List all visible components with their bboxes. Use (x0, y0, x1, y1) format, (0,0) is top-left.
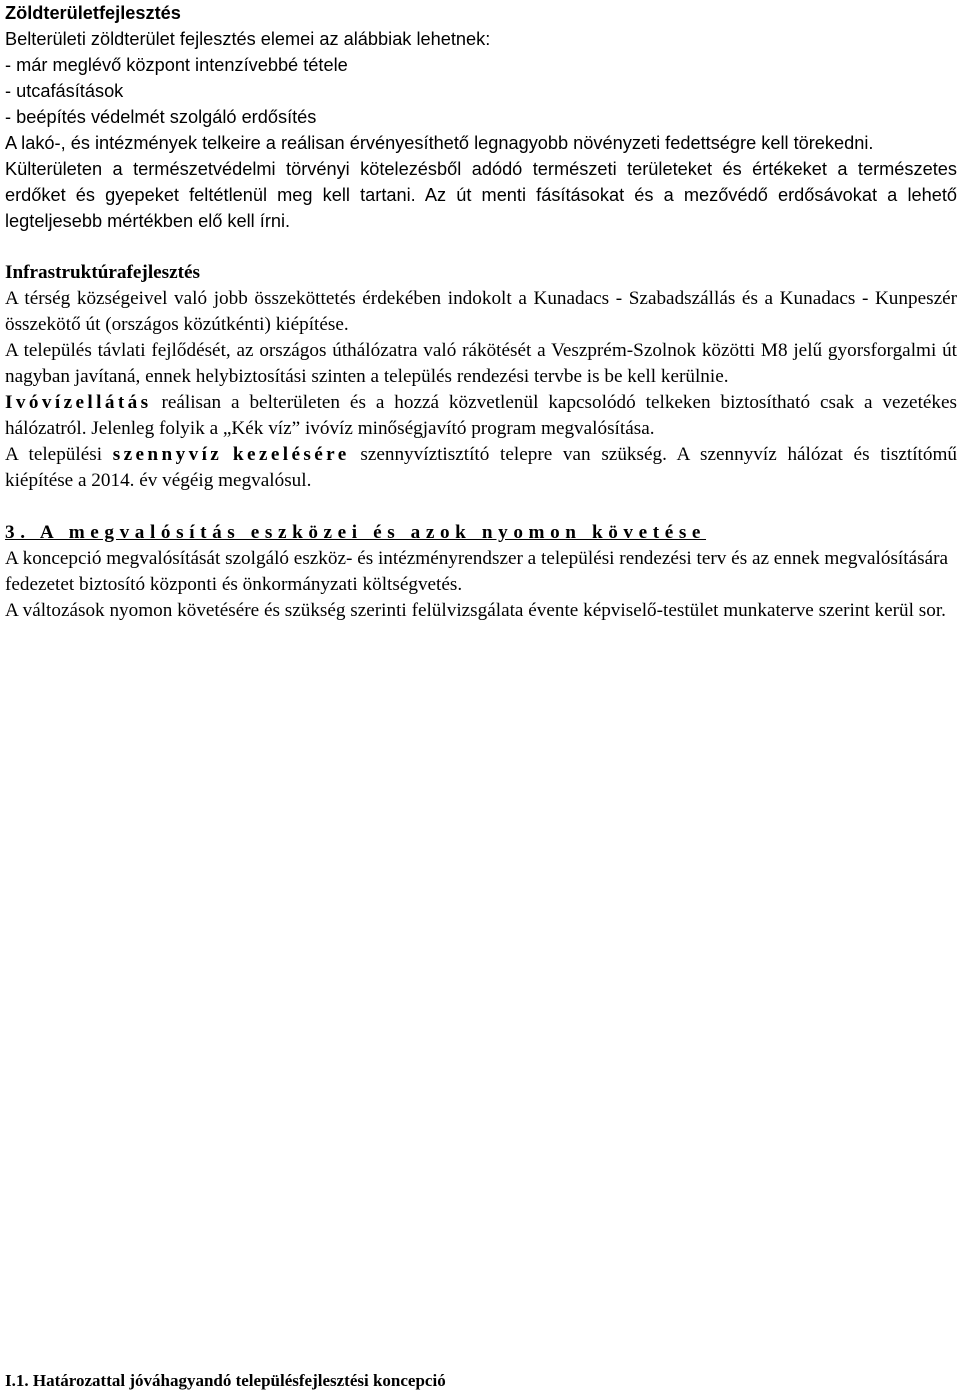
sewage-lead: A települési (5, 444, 113, 465)
implementation-section (5, 520, 957, 624)
implementation-paragraph-2: A változások nyomon követésére és szükség szerinti felülvizsgálata évente képviselő-testület munkaterve szerint kerül sor. (5, 600, 946, 621)
water-paragraph (5, 390, 957, 442)
infra-paragraph-1: A térség községeivel való jobb összeköttetés érdekében indokolt a Kunadacs - Szabadszállás és a Kunadacs - Kunpeszér összekötő út (országos közútkénti) kiépítése. (5, 288, 957, 335)
infra-paragraph-2: A település távlati fejlődését, az országos úthálózatra való rákötését a Veszprém-Szolnok közötti M8 jelű gyorsforgalmi út nagyban javítaná, ennek helybiztosítási szinten a település rendezési tervbe is be kell kerülnie. (5, 340, 957, 387)
green-section-title: Zöldterületfejlesztés (5, 3, 181, 23)
sewage-term-2: kezelésére (232, 444, 350, 465)
page-footer: I.1. Határozattal jóváhagyandó településfejlesztési koncepció (5, 1371, 446, 1390)
sewage-term-1: szennyvíz (112, 444, 223, 465)
green-list-item: - már meglévő központ intenzívebbé tétele (5, 55, 348, 75)
sewage-paragraph (5, 442, 957, 494)
green-section (5, 0, 957, 234)
sewage-text: szennyvíztisztító telepre van szükség. A szennyvíz hálózat és tisztítómű kiépítése a 2014. év végéig megvalósul. (5, 444, 957, 491)
green-list-item: - beépítés védelmét szolgáló erdősítés (5, 107, 317, 127)
implementation-paragraph-1: A koncepció megvalósítását szolgáló eszköz- és intézményrendszer a települési rendezési terv és az ennek megvalósítására fedezetet biztosító központi és önkormányzati költségvetés. (5, 548, 948, 595)
document-page (5, 0, 957, 624)
infra-section-title: Infrastruktúrafejlesztés (5, 262, 201, 283)
implementation-heading: 3. A megvalósítás eszközei és azok nyomon követése (5, 522, 707, 543)
green-paragraph-2: Külterületen a természetvédelmi törvényi kötelezésből adódó természeti területeket és értékeket a természetes erdőket és gyepeket feltétlenül meg kell tartani. Az út menti fásításokat és a mezővédő erdősávokat a lehető legteljesebb mértékben elő kell írni. (5, 159, 957, 231)
green-paragraph-1: A lakó-, és intézmények telkeire a reálisan érvényesíthető legnagyobb növényzeti fedettségre kell törekedni. (5, 133, 874, 153)
infra-section (5, 260, 957, 494)
water-text: reálisan a belterületen és a hozzá közvetlenül kapcsolódó telkeken biztosítható csak a vezetékes hálózatról. Jelenleg folyik a „Kék víz” ivóvíz minőségjavító program megvalósítása. (5, 392, 957, 439)
water-term: Ivóvízellátás (5, 392, 152, 413)
green-intro: Belterületi zöldterület fejlesztés elemei az alábbiak lehetnek: (5, 29, 491, 49)
green-list-item: - utcafásítások (5, 81, 124, 101)
